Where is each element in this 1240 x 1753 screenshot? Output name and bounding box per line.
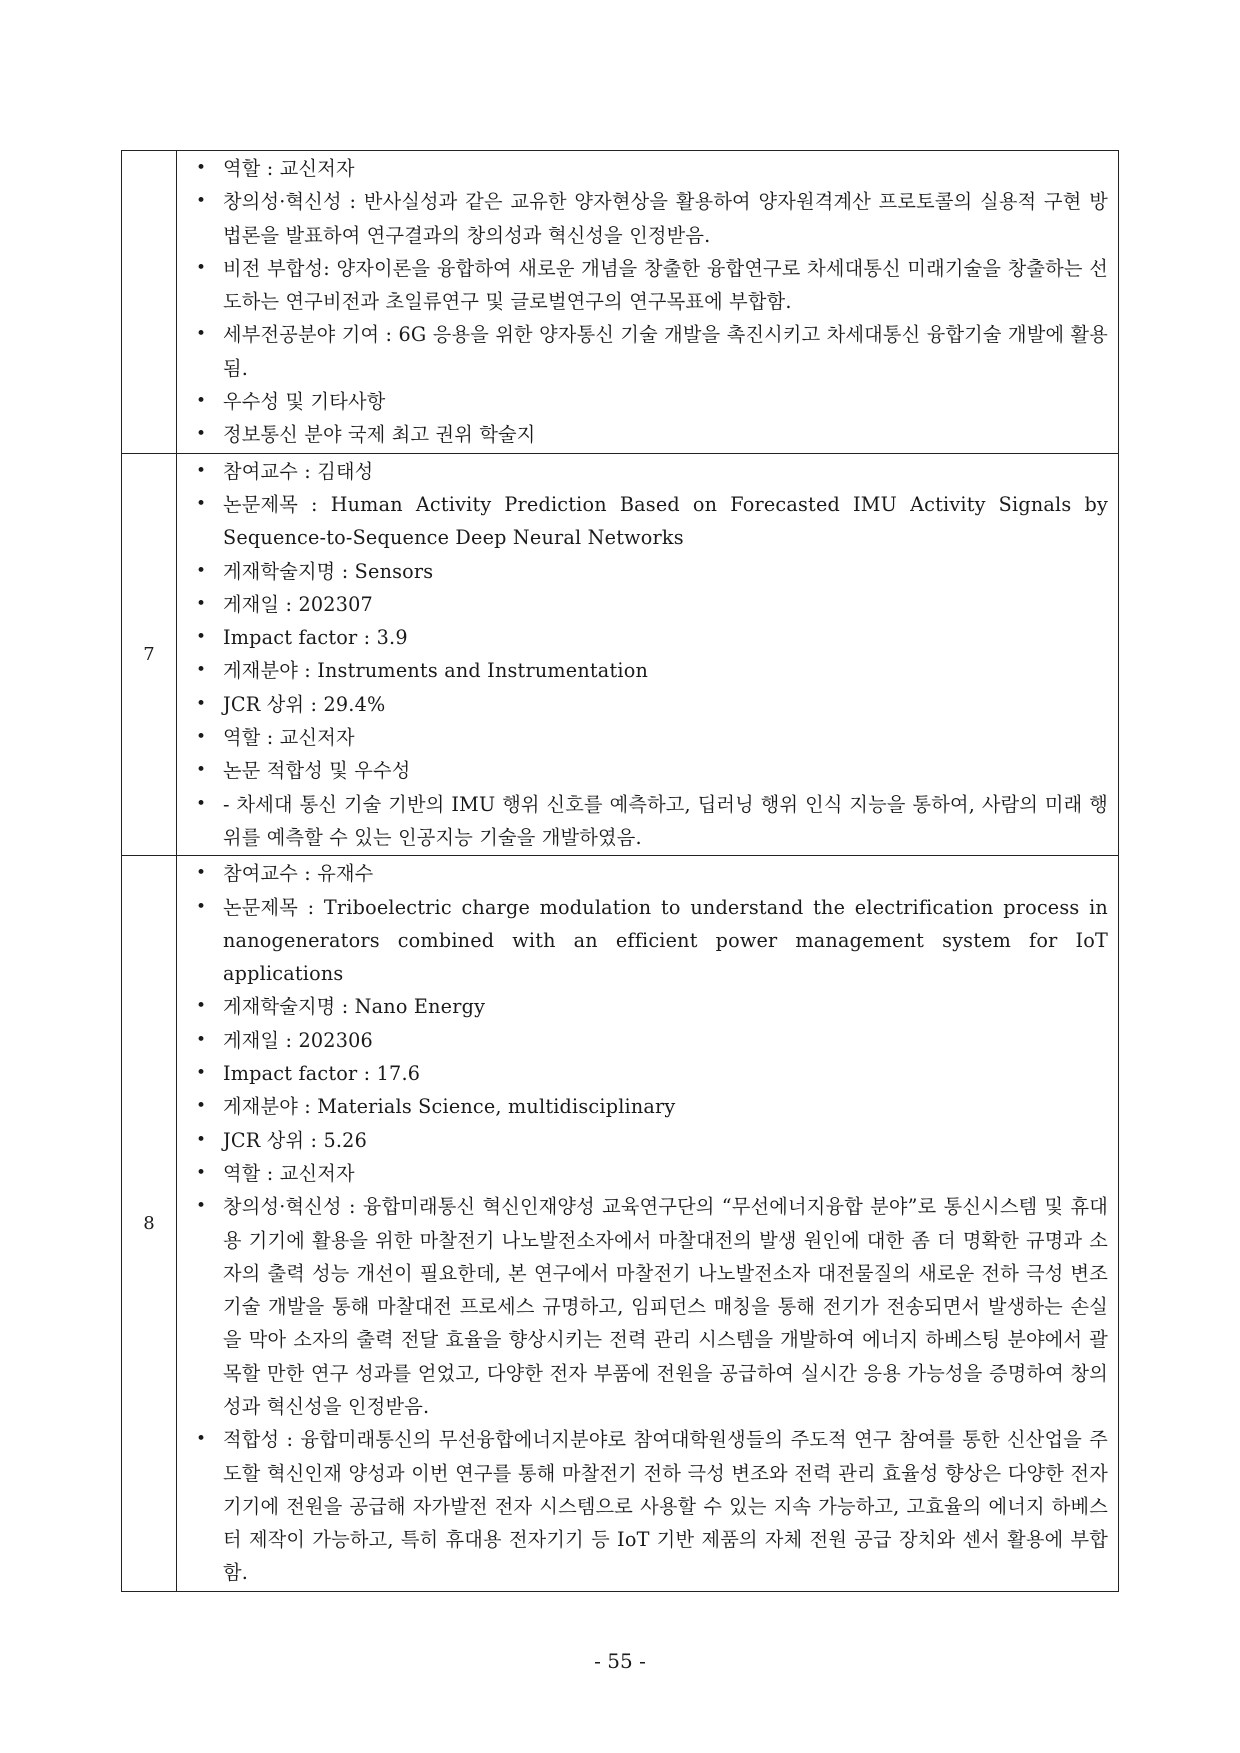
list-item: • 게재일 : 202306 <box>191 1024 1108 1057</box>
list-item: • 우수성 및 기타사항 <box>191 385 1108 418</box>
list-item: • 참여교수 : 유재수 <box>191 857 1108 890</box>
row-number: 7 <box>122 453 177 856</box>
list-item: • 역할 : 교신저자 <box>191 1157 1108 1190</box>
bullet-list <box>191 857 1108 1590</box>
table-row <box>122 151 1119 454</box>
list-item: • 게재분야 : Materials Science, multidisciplinary <box>191 1090 1108 1123</box>
row-number <box>122 151 177 454</box>
page-number: - 55 - <box>594 1649 646 1673</box>
list-item: • 정보통신 분야 국제 최고 권위 학술지 <box>191 418 1108 451</box>
list-item: • 게재분야 : Instruments and Instrumentation <box>191 654 1108 687</box>
list-item: • Impact factor : 17.6 <box>191 1057 1108 1090</box>
list-item: • 게재일 : 202307 <box>191 588 1108 621</box>
list-item: • 논문 적합성 및 우수성 <box>191 754 1108 787</box>
list-item: • 게재학술지명 : Sensors <box>191 555 1108 588</box>
table-row <box>122 453 1119 856</box>
list-item: • 논문제목 : Triboelectric charge modulation to understand the electrification process in nanogenerators combined with an efficient power management system for IoT applications <box>191 891 1108 991</box>
list-item: • 참여교수 : 김태성 <box>191 455 1108 488</box>
row-content <box>177 151 1119 454</box>
table-body <box>122 151 1119 1592</box>
row-content <box>177 453 1119 856</box>
bullet-list <box>191 152 1108 452</box>
bullet-list <box>191 455 1108 855</box>
list-item: • 적합성 : 융합미래통신의 무선융합에너지분야로 참여대학원생들의 주도적 연구 참여를 통한 신산업을 주도할 혁신인재 양성과 이번 연구를 통해 마찰전기 전하 극성 변조와 전력 관리 효율성 향상은 다양한 전자기기에 전원을 공급해 자가발전 전자 시스템으로 사용할 수 있는 지속 가능하고, 고효율의 에너지 하베스터 제작이 가능하고, 특히 휴대용 전자기기 등 IoT 기반 제품의 자체 전원 공급 장치와 센서 활용에 부합함. <box>191 1423 1108 1589</box>
list-item: • JCR 상위 : 29.4% <box>191 688 1108 721</box>
publication-table <box>121 150 1119 1592</box>
list-item: • - 차세대 통신 기술 기반의 IMU 행위 신호를 예측하고, 딥러닝 행위 인식 지능을 통하여, 사람의 미래 행위를 예측할 수 있는 인공지능 기술을 개발하였음. <box>191 788 1108 855</box>
table-row <box>122 856 1119 1592</box>
list-item: • 창의성·혁신성 : 융합미래통신 혁신인재양성 교육연구단의 “무선에너지융합 분야”로 통신시스템 및 휴대용 기기에 활용을 위한 마찰전기 나노발전소자에서 마찰대전의 발생 원인에 대한 좀 더 명확한 규명과 소자의 출력 성능 개선이 필요한데, 본 연구에서 마찰전기 나노발전소자 대전물질의 새로운 전하 극성 변조 기술 개발을 통해 마찰대전 프로세스 규명하고, 임피던스 매칭을 통해 전기가 전송되면서 발생하는 손실을 막아 소자의 출력 전달 효율을 향상시키는 전력 관리 시스템을 개발하여 에너지 하베스팅 분야에서 괄목할 만한 연구 성과를 얻었고, 다양한 전자 부품에 전원을 공급하여 실시간 응용 가능성을 증명하여 창의성과 혁신성을 인정받음. <box>191 1190 1108 1423</box>
list-item: • 역할 : 교신저자 <box>191 721 1108 754</box>
row-content <box>177 856 1119 1592</box>
list-item: • 역할 : 교신저자 <box>191 152 1108 185</box>
row-number: 8 <box>122 856 177 1592</box>
list-item: • 비전 부합성: 양자이론을 융합하여 새로운 개념을 창출한 융합연구로 차세대통신 미래기술을 창출하는 선도하는 연구비전과 초일류연구 및 글로벌연구의 연구목표에 부합함. <box>191 252 1108 319</box>
list-item: • 세부전공분야 기여 : 6G 응용을 위한 양자통신 기술 개발을 촉진시키고 차세대통신 융합기술 개발에 활용됨. <box>191 318 1108 385</box>
list-item: • 논문제목 : Human Activity Prediction Based on Forecasted IMU Activity Signals by Sequence-to-Sequence Deep Neural Networks <box>191 488 1108 555</box>
list-item: • JCR 상위 : 5.26 <box>191 1124 1108 1157</box>
list-item: • 게재학술지명 : Nano Energy <box>191 990 1108 1023</box>
list-item: • 창의성·혁신성 : 반사실성과 같은 교유한 양자현상을 활용하여 양자원격계산 프로토콜의 실용적 구현 방법론을 발표하여 연구결과의 창의성과 혁신성을 인정받음. <box>191 185 1108 252</box>
list-item: • Impact factor : 3.9 <box>191 621 1108 654</box>
